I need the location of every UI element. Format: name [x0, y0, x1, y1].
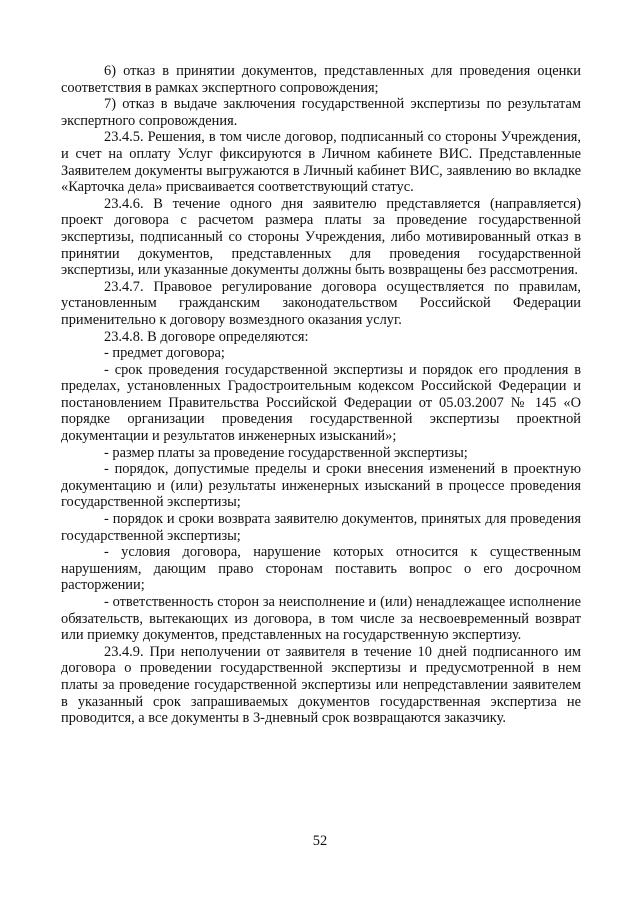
list-item-essential-violations: - условия договора, нарушение которых относится к существенным нарушениям, дающим право сторонам поставить вопрос о его досрочном расторжении;	[61, 544, 581, 594]
page-number: 52	[312, 833, 328, 849]
list-item-liability: - ответственность сторон за неисполнение и (или) ненадлежащее исполнение обязательств, вытекающих из договора, в том числе за несвоевременный возврат или приемку документов, представленных на государственную экспертизу.	[61, 594, 581, 644]
paragraph-23-4-8: 23.4.8. В договоре определяются:	[104, 328, 309, 345]
list-item-expertise-term: - срок проведения государственной экспертизы и порядок его продления в пределах, установленных Градостроительным кодексом Российской Федерации и постановлением Правительства Российской Федерации от 05.03.2007 № 145 «О порядке организации проведения государственной экспертизы проектной документации и результатов инженерных изысканий»;	[61, 361, 581, 445]
paragraph-23-4-5: 23.4.5. Решения, в том числе договор, подписанный со стороны Учреждения, и счет на оплату Услуг фиксируются в Личном кабинете ВИС. Представленные Заявителем документы выгружаются в Личный кабинет ВИС, заявлению во вкладке «Карточка дела» присваивается соответствующий статус.	[61, 129, 581, 196]
list-item-change-procedure: - порядок, допустимые пределы и сроки внесения изменений в проектную документацию и (или) результаты инженерных изысканий в процессе проведения государственной экспертизы;	[61, 461, 581, 511]
list-item-fee-amount: - размер платы за проведение государственной экспертизы;	[104, 444, 468, 461]
paragraph-23-4-7: 23.4.7. Правовое регулирование договора осуществляется по правилам, установленным гражданским законодательством Российской Федерации применительно к договору возмездного оказания услуг.	[61, 278, 581, 328]
document-body	[61, 63, 581, 727]
paragraph-item-7: 7) отказ в выдаче заключения государственной экспертизы по результатам экспертного сопровождения.	[61, 96, 581, 129]
list-item-contract-subject: - предмет договора;	[104, 345, 225, 362]
paragraph-item-6: 6) отказ в принятии документов, представленных для проведения оценки соответствия в рамках экспертного сопровождения;	[61, 63, 581, 96]
list-item-document-return: - порядок и сроки возврата заявителю документов, принятых для проведения государственной экспертизы;	[61, 511, 581, 544]
paragraph-23-4-6: 23.4.6. В течение одного дня заявителю представляется (направляется) проект договора с расчетом размера платы за проведение государственной экспертизы, подписанный со стороны Учреждения, либо мотивированный отказ в принятии документов, представленных для проведения государственной экспертизы, или указанные документы должны быть возвращены без рассмотрения.	[61, 195, 581, 279]
paragraph-23-4-9: 23.4.9. При неполучении от заявителя в течение 10 дней подписанного им договора о проведении государственной экспертизы и предусмотренной в нем платы за проведение государственной экспертизы или непредставлении заявителем в указанный срок запрашиваемых документов государственная экспертиза не проводится, а все документы в 3-дневный срок возвращаются заказчику.	[61, 643, 581, 727]
